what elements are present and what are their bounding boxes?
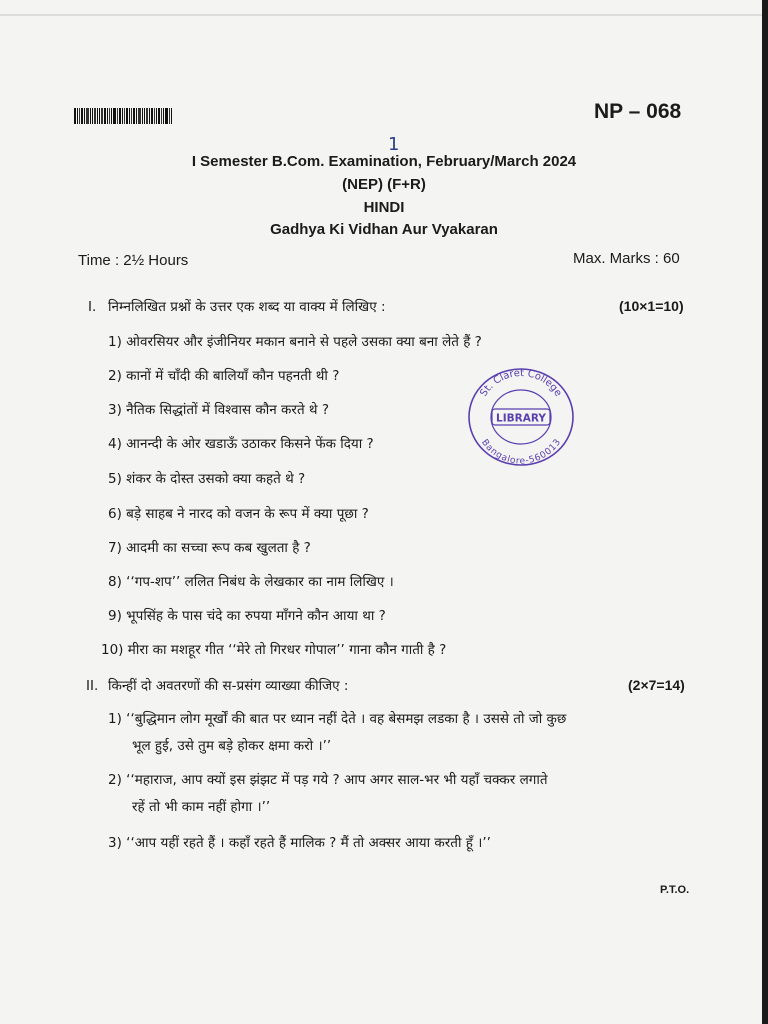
barcode-bar <box>126 108 128 124</box>
barcode-bar <box>94 108 96 124</box>
question-row <box>108 470 305 488</box>
question-row <box>108 505 369 523</box>
pto-note: P.T.O. <box>660 884 690 896</box>
barcode-bar <box>111 108 112 124</box>
handwritten-number: 1 <box>388 134 400 155</box>
barcode-bar <box>169 108 170 124</box>
question-row <box>108 573 394 591</box>
barcode-bar <box>142 108 143 124</box>
barcode-bar <box>84 108 85 124</box>
barcode-bar <box>81 108 83 124</box>
question-row <box>108 401 329 419</box>
barcode-bar <box>74 108 76 124</box>
barcode-bar <box>163 108 164 124</box>
passage-row <box>108 710 566 728</box>
barcode-bar <box>104 108 106 124</box>
question-text: आदमी का सच्चा रूप कब खुलता है ? <box>126 540 311 556</box>
question-text: कानों में चाँदी की बालियाँ कौन पहनती थी ? <box>126 368 340 384</box>
section-1-marks: (10×1=10) <box>619 298 684 314</box>
passage-number: 1) <box>108 711 122 727</box>
barcode-bar <box>122 108 123 124</box>
paper-title: Gadhya Ki Vidhan Aur Vyakaran <box>270 221 498 238</box>
question-number: 6) <box>108 506 122 522</box>
question-number: 3) <box>108 402 122 418</box>
passage-number: 3) <box>108 835 122 851</box>
barcode-bar <box>131 108 132 124</box>
barcode-bar <box>165 108 168 124</box>
section-2-label: II. <box>86 678 99 694</box>
passage-number: 2) <box>108 772 122 788</box>
barcode-bar <box>161 108 162 124</box>
passage-text-continued: रहें तो भी काम नहीं होगा ।’’ <box>132 799 271 815</box>
question-number: 2) <box>108 368 122 384</box>
question-row <box>108 607 386 625</box>
library-stamp <box>466 366 576 468</box>
question-text: भूपसिंह के पास चंदे का रुपया माँगने कौन आया था ? <box>126 608 386 624</box>
barcode-bar <box>109 108 110 124</box>
question-row <box>108 367 339 385</box>
barcode-bar <box>90 108 91 124</box>
exam-title: I Semester B.Com. Examination, February/March 2024 <box>191 153 577 170</box>
barcode-bar <box>158 108 160 124</box>
section-1-instruction: निम्नलिखित प्रश्नों के उत्तर एक शब्द या वाक्य में लिखिए : <box>108 299 386 315</box>
passage-text: ‘‘बुद्धिमान लोग मूर्खों की बात पर ध्यान नहीं देते । वह बेसमझ लडका है । उससे तो जो कुछ <box>126 711 567 727</box>
question-text: बड़े साहब ने नारद को वजन के रूप में क्या पूछा ? <box>126 506 369 522</box>
subject-name: HINDI <box>363 199 405 216</box>
question-text: आनन्दी के ओर खडाऊँ उठाकर किसने फेंक दिया ? <box>126 436 374 452</box>
question-text: नैतिक सिद्धांतों में विश्वास कौन करते थे ? <box>126 402 330 418</box>
question-text: ओवरसियर और इंजीनियर मकान बनाने से पहले उसका क्या बना लेते हैं ? <box>126 334 482 350</box>
max-marks: Max. Marks : 60 <box>573 250 680 267</box>
barcode-bar <box>149 108 150 124</box>
passage-row <box>108 834 491 852</box>
question-number: 4) <box>108 436 122 452</box>
passage-text: ‘‘महाराज, आप क्यों इस झंझट में पड़ गये ? आप अगर साल-भर भी यहाँ चक्कर लगाते <box>126 772 548 788</box>
section-2-marks: (2×7=14) <box>628 677 685 693</box>
barcode-bar <box>79 108 80 124</box>
section-2-instruction: किन्हीं दो अवतरणों की स-प्रसंग व्याख्या कीजिए : <box>108 678 349 694</box>
question-text: मीरा का मशहूर गीत ‘‘मेरे तो गिरधर गोपाल’’ गाना कौन गाती है ? <box>127 642 447 658</box>
question-number: 8) <box>108 574 122 590</box>
barcode-bar <box>136 108 137 124</box>
barcode-bar <box>154 108 155 124</box>
barcode-bar <box>97 108 98 124</box>
barcode-bar <box>171 108 172 124</box>
exam-time: Time : 2½ Hours <box>78 252 189 269</box>
barcode-bar <box>129 108 130 124</box>
passage-text-continued: भूल हुई, उसे तुम बड़े होकर क्षमा करो ।’’ <box>132 738 332 754</box>
question-row <box>108 333 482 351</box>
paper-code: NP – 068 <box>594 100 682 123</box>
section-1-label: I. <box>88 299 97 315</box>
barcode-bar <box>99 108 100 124</box>
barcode-bar <box>146 108 148 124</box>
barcode-bar <box>119 108 121 124</box>
stamp-top-text: St. Claret College <box>478 367 564 399</box>
barcode-bar <box>138 108 141 124</box>
question-number: 5) <box>108 471 122 487</box>
passage-row <box>108 771 548 789</box>
question-number: 9) <box>108 608 122 624</box>
barcode-bar <box>86 108 89 124</box>
barcode-bar <box>101 108 103 124</box>
barcode-bar <box>113 108 116 124</box>
barcode-bar <box>117 108 118 124</box>
question-row <box>108 539 311 557</box>
barcode-bar <box>92 108 93 124</box>
question-number: 1) <box>108 334 122 350</box>
question-number: 10) <box>101 642 124 658</box>
passage-text: ‘‘आप यहीं रहते हैं । कहाँ रहते हैं मालिक ? मैं तो अक्सर आया करती हूँ ।’’ <box>126 835 491 851</box>
question-text: शंकर के दोस्त उसको क्या कहते थे ? <box>126 471 306 487</box>
barcode-bar <box>77 108 78 124</box>
stamp-center-text: LIBRARY <box>496 412 546 425</box>
barcode-bar <box>124 108 125 124</box>
scan-top-edge <box>0 14 768 16</box>
barcode <box>74 108 176 124</box>
exam-scheme: (NEP) (F+R) <box>342 176 426 193</box>
question-row <box>101 641 446 659</box>
question-number: 7) <box>108 540 122 556</box>
barcode-bar <box>156 108 157 124</box>
question-row <box>108 435 374 453</box>
barcode-bar <box>133 108 135 124</box>
barcode-bar <box>151 108 153 124</box>
stamp-bottom-text: Bangalore-560013 <box>479 437 563 467</box>
question-text: ‘‘गप-शप’’ ललित निबंध के लेखकार का नाम लिखिए । <box>126 574 394 590</box>
barcode-bar <box>107 108 108 124</box>
barcode-bar <box>144 108 145 124</box>
